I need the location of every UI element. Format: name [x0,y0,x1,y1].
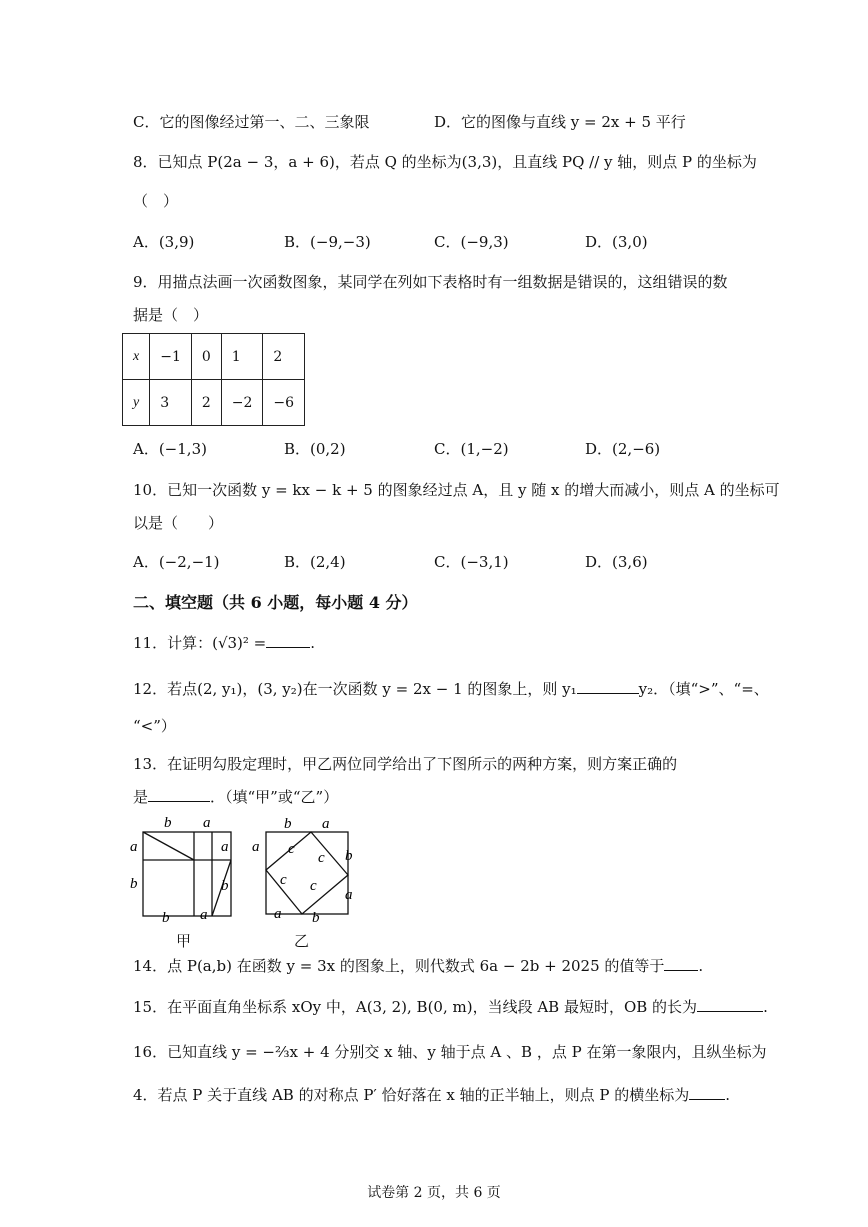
fig-label: b [312,910,320,926]
fig-label: b [221,878,229,894]
q8-option-d: D．(3,0) [585,233,648,251]
fig-label: a [345,887,353,903]
fig-label: a [274,906,282,922]
q13-stem-line1: 13．在证明勾股定理时，甲乙两位同学给出了下图所示的两种方案，则方案正确的 [133,755,678,773]
q9-data-table [122,333,305,426]
q15-text: 15．在平面直角坐标系 xOy 中，A(3, 2), B(0, m)，当线段 AB 最短时，OB 的长为 [133,998,698,1016]
table-cell: 0 [191,334,221,380]
q8-paren: （ ） [133,192,179,210]
fig-label: a [203,815,211,831]
q15-end: . [763,998,768,1016]
q11-text: 11．计算：(√3)² = [133,634,267,652]
q7-option-d: D．它的图像与直线 y = 2x + 5 平行 [434,113,686,131]
q11 [133,633,315,653]
q10-option-a: A．(−2,−1) [133,553,220,571]
fig-label: b [164,815,172,831]
table-cell: 1 [221,334,263,380]
answer-blank [577,679,639,694]
answer-blank [266,633,310,648]
fig-label: a [252,839,260,855]
fig-label: a [221,839,229,855]
figure-caption-yi: 乙 [294,932,310,950]
q9-option-c: C．(1,−2) [434,440,509,458]
q8-stem: 8．已知点 P(2a − 3，a + 6)，若点 Q 的坐标为(3,3)，且直线 PQ // y 轴，则点 P 的坐标为 [133,153,757,171]
answer-blank [148,787,210,802]
fig-label: b [345,848,353,864]
section-heading: 二、填空题（共 6 小题，每小题 4 分） [133,593,418,612]
fig-label: c [318,850,325,866]
figure-jia [120,810,250,940]
q9-option-a: A．(−1,3) [133,440,207,458]
page-footer: 试卷第 2 页，共 6 页 [367,1185,501,1201]
q10-option-d: D．(3,6) [585,553,648,571]
table-cell: −6 [263,380,305,426]
q13-text-end: ．（填“甲”或“乙”） [210,788,339,806]
q7-option-c: C．它的图像经过第一、二、三象限 [133,113,370,131]
q16-end: . [725,1086,731,1104]
figure-caption-jia: 甲 [176,932,192,950]
answer-blank [697,997,763,1012]
table-cell: −2 [221,380,263,426]
fig-label: c [310,878,317,894]
q13-line2 [133,787,338,807]
q9-stem-line2: 据是（ ） [133,306,209,324]
q14-text: 14．点 P(a,b) 在函数 y = 3x 的图象上，则代数式 6a − 2b + 2025 的值等于 [133,957,665,975]
table-cell: −1 [150,334,192,380]
table-row [123,334,305,380]
figure-yi [248,810,368,940]
q10-option-c: C．(−3,1) [434,553,509,571]
table-cell: 3 [150,380,192,426]
q11-end: . [310,634,316,652]
q12-text-end: y₂．（填“>”、“=、 [638,680,769,698]
q12-text: 12．若点(2, y₁)，(3, y₂)在一次函数 y = 2x − 1 的图象上，则 y₁ [133,680,577,698]
fig-label: a [322,816,330,832]
q8-option-a: A．(3,9) [133,233,195,251]
q14 [133,956,703,976]
q15 [133,997,768,1017]
q8-option-c: C．(−9,3) [434,233,509,251]
table-cell: y [123,380,150,426]
q12-line2: “<”） [133,717,176,735]
fig-label: c [280,872,287,888]
q10-stem-line2: 以是（ ） [133,514,224,532]
table-cell: 2 [263,334,305,380]
table-cell: x [123,334,150,380]
q8-option-b: B．(−9,−3) [284,233,371,251]
fig-label: c [288,841,295,857]
q9-option-d: D．(2,−6) [585,440,661,458]
fig-label: b [130,876,138,892]
q12 [133,679,769,699]
q9-option-b: B．(0,2) [284,440,346,458]
table-cell: 2 [191,380,221,426]
fig-label: a [130,839,138,855]
q16-text: 4．若点 P 关于直线 AB 的对称点 P′ 恰好落在 x 轴的正半轴上，则点 P 的横坐标为 [133,1086,690,1104]
q10-option-b: B．(2,4) [284,553,346,571]
answer-blank [664,956,698,971]
q16-line2 [133,1085,730,1105]
table-row [123,380,305,426]
fig-label: b [162,910,170,926]
q13-text: 是 [133,788,149,806]
answer-blank [689,1085,725,1100]
q10-stem-line1: 10．已知一次函数 y = kx − k + 5 的图象经过点 A，且 y 随 x 的增大而减小，则点 A 的坐标可 [133,481,780,499]
fig-label: b [284,816,292,832]
fig-label: a [200,907,208,923]
q9-stem-line1: 9．用描点法画一次函数图象，某同学在列如下表格时有一组数据是错误的，这组错误的数 [133,273,728,291]
q14-end: . [698,957,704,975]
q16-line1: 16．已知直线 y = −⅔x + 4 分别交 x 轴、y 轴于点 A 、B ，点 P 在第一象限内，且纵坐标为 [133,1043,767,1061]
